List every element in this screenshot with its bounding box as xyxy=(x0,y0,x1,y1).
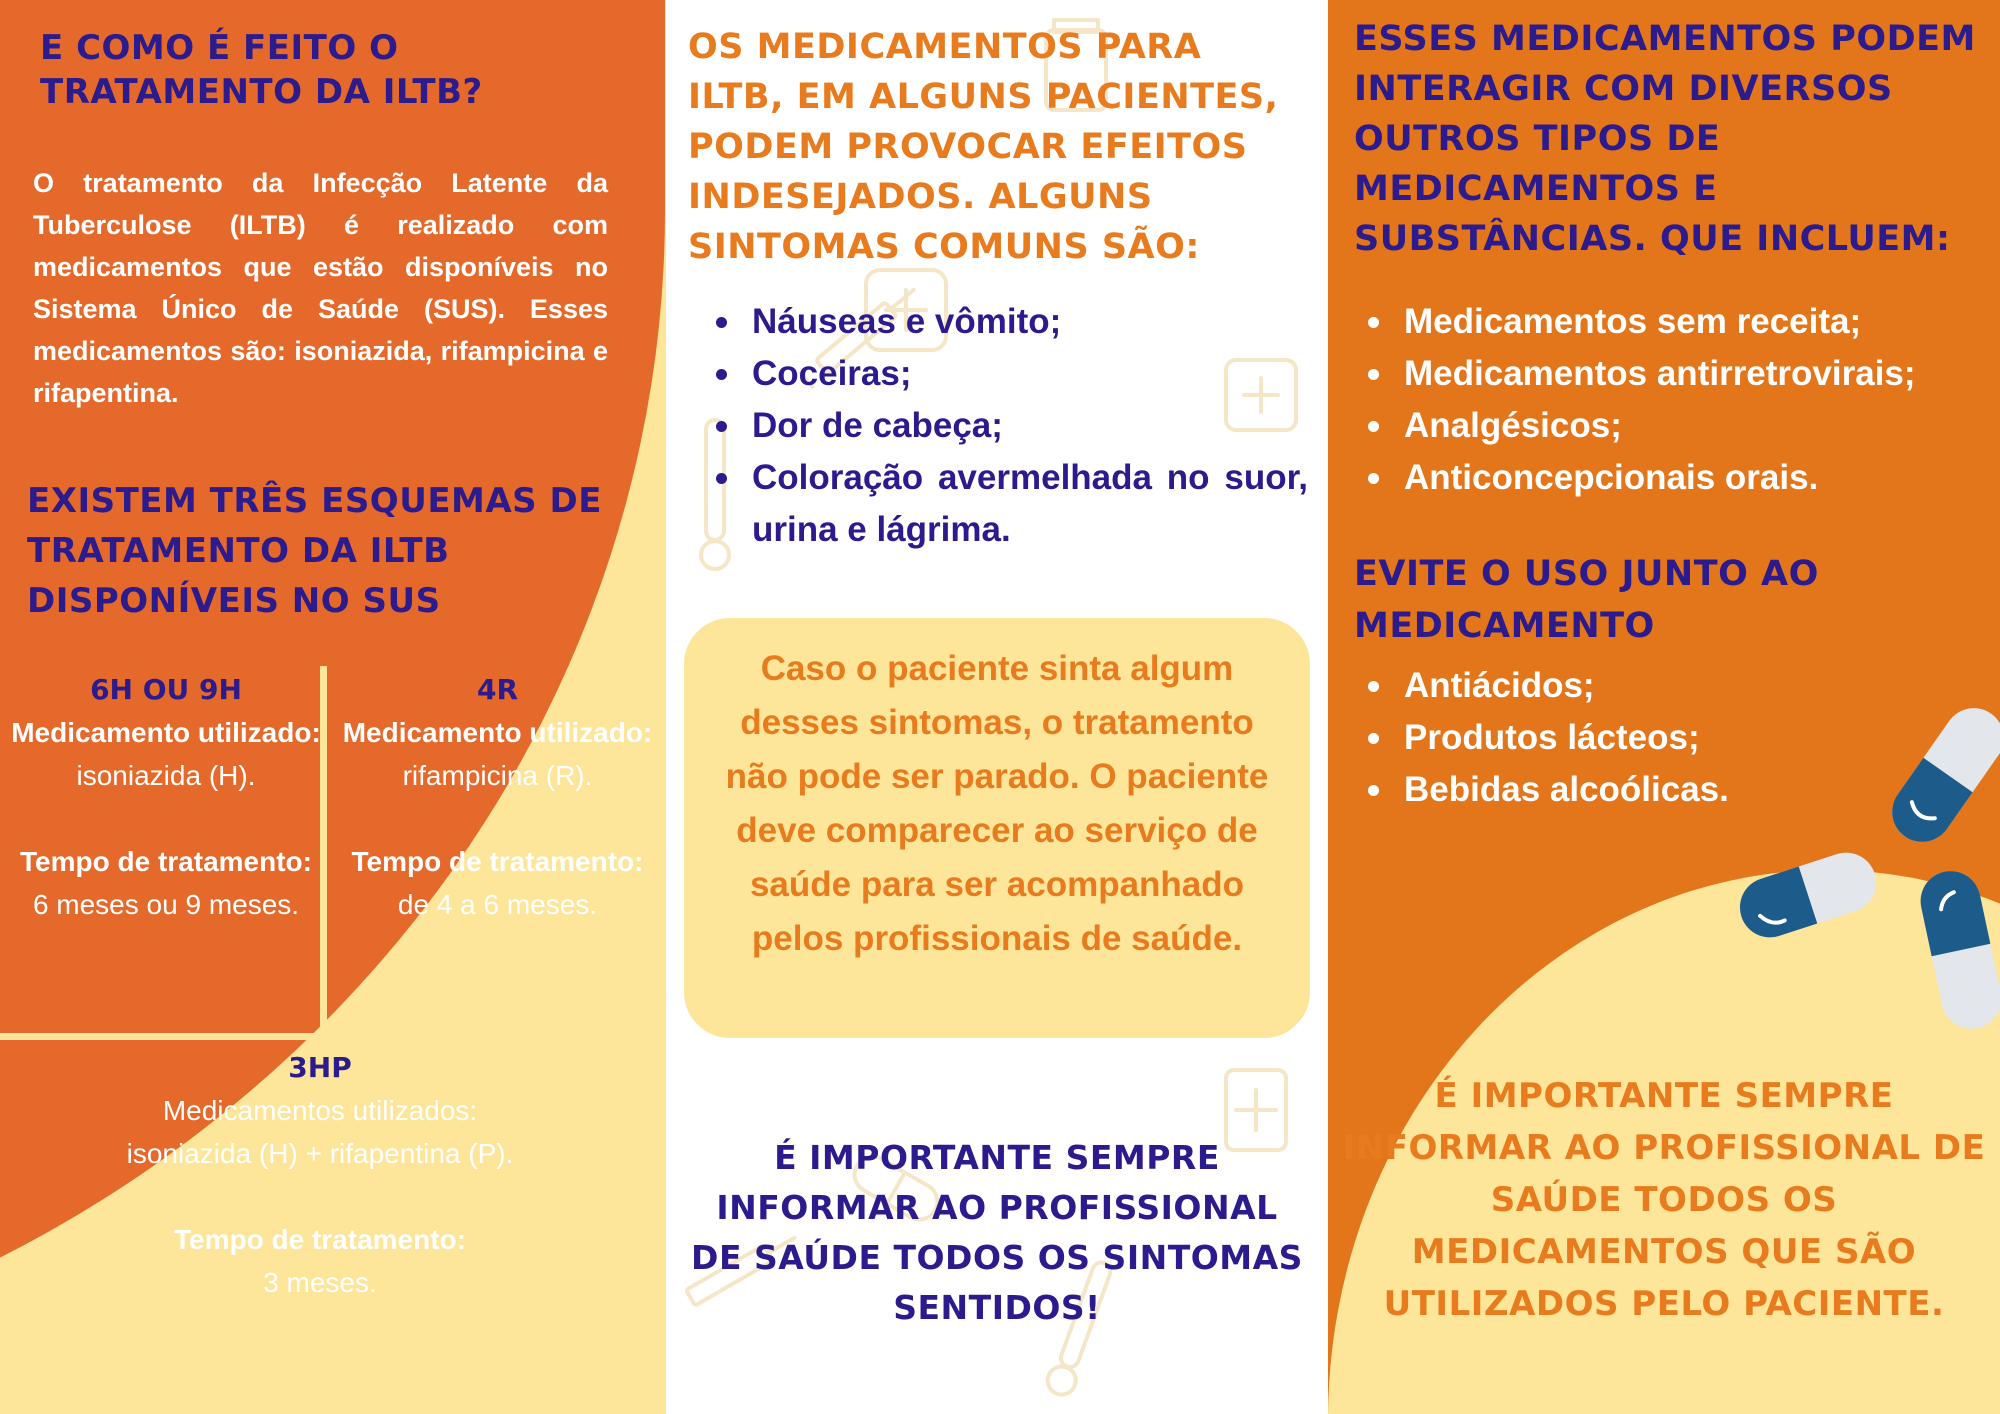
warning-text: Caso o paciente sinta algum desses sintomas, o tratamento não pode ser parado. O paciente deve comparecer ao serviço de saúde para ser acompanhado pelos profissionais de saúde. xyxy=(725,649,1269,958)
capsule-icon xyxy=(1888,690,2000,860)
avoid-title: EVITE O USO JUNTO AO MEDICAMENTO xyxy=(1354,554,1819,646)
scheme-code: 3HP xyxy=(288,1051,352,1084)
scheme-time-value: de 4 a 6 meses. xyxy=(397,889,598,920)
panel-interactions xyxy=(1328,0,2000,1414)
symptoms-list xyxy=(708,296,1308,556)
list-item: Medicamentos antirretrovirais; xyxy=(1360,348,2000,400)
list-item: Anticoncepcionais orais. xyxy=(1360,452,2000,504)
list-item: Medicamentos sem receita; xyxy=(1360,296,2000,348)
list-item: Bebidas alcoólicas. xyxy=(1360,764,2000,816)
side-effects-title: OS MEDICAMENTOS PARA ILTB, EM ALGUNS PACIENTES, PODEM PROVOCAR EFEITOS INDESEJADOS. ALGUNS SINTOMAS COMUNS SÃO: xyxy=(688,27,1279,267)
panel-side-effects xyxy=(666,0,1328,1414)
scheme-6h-9h xyxy=(10,668,322,926)
scheme-time-value: 6 meses ou 9 meses. xyxy=(32,889,300,920)
panel-treatment xyxy=(0,0,666,1414)
scheme-time-label: Tempo de tratamento: xyxy=(351,846,644,877)
scheme-med-label: Medicamento utilizado: xyxy=(342,717,653,748)
treatment-title: E COMO É FEITO O TRATAMENTO DA ILTB? xyxy=(40,28,483,113)
list-item: Coloração avermelhada no suor, urina e lágrima. xyxy=(708,452,1308,556)
scheme-time-label: Tempo de tratamento: xyxy=(20,846,312,877)
list-item: Analgésicos; xyxy=(1360,400,2000,452)
scheme-4r xyxy=(335,668,660,926)
scheme-med-value: isoniazida (H) + rifapentina (P). xyxy=(126,1138,514,1169)
scheme-code: 4R xyxy=(476,673,519,706)
scheme-code: 6H OU 9H xyxy=(90,673,242,706)
schemes-title: EXISTEM TRÊS ESQUEMAS DE TRATAMENTO DA ILTB DISPONÍVEIS NO SUS xyxy=(27,481,602,621)
list-item: Náuseas e vômito; xyxy=(708,296,1308,348)
list-item: Antiácidos; xyxy=(1360,660,2000,712)
inform-medications-callout: É IMPORTANTE SEMPRE INFORMAR AO PROFISSIONAL DE SAÚDE TODOS OS MEDICAMENTOS QUE SÃO UTILIZADOS PELO PACIENTE. xyxy=(1342,1076,1986,1324)
scheme-divider-horizontal xyxy=(0,1033,640,1040)
interactions-list xyxy=(1360,296,2000,504)
capsule-icon xyxy=(1728,840,1888,950)
list-item: Produtos lácteos; xyxy=(1360,712,2000,764)
treatment-intro: O tratamento da Infecção Latente da Tuberculose (ILTB) é realizado com medicamentos que estão disponíveis no Sistema Único de Saúde (SUS). Esses medicamentos são: isoniazida, rifampicina e rifapentina. xyxy=(33,168,608,408)
list-item: Dor de cabeça; xyxy=(708,400,1308,452)
inform-symptoms-callout: É IMPORTANTE SEMPRE INFORMAR AO PROFISSIONAL DE SAÚDE TODOS OS SINTOMAS SENTIDOS! xyxy=(691,1138,1303,1327)
scheme-med-value: rifampicina (R). xyxy=(402,760,593,791)
warning-box xyxy=(684,618,1310,1038)
scheme-3hp xyxy=(60,1046,580,1304)
scheme-med-value: isoniazida (H). xyxy=(76,760,256,791)
scheme-time-label: Tempo de tratamento: xyxy=(174,1224,466,1255)
scheme-med-label: Medicamentos utilizados: xyxy=(162,1095,478,1126)
interactions-title: ESSES MEDICAMENTOS PODEM INTERAGIR COM DIVERSOS OUTROS TIPOS DE MEDICAMENTOS E SUBSTÂNCIAS. QUE INCLUEM: xyxy=(1354,19,1976,259)
scheme-med-label: Medicamento utilizado: xyxy=(11,717,321,748)
scheme-time-value: 3 meses. xyxy=(263,1267,377,1298)
capsule-icon xyxy=(1916,860,2000,1040)
list-item: Coceiras; xyxy=(708,348,1308,400)
